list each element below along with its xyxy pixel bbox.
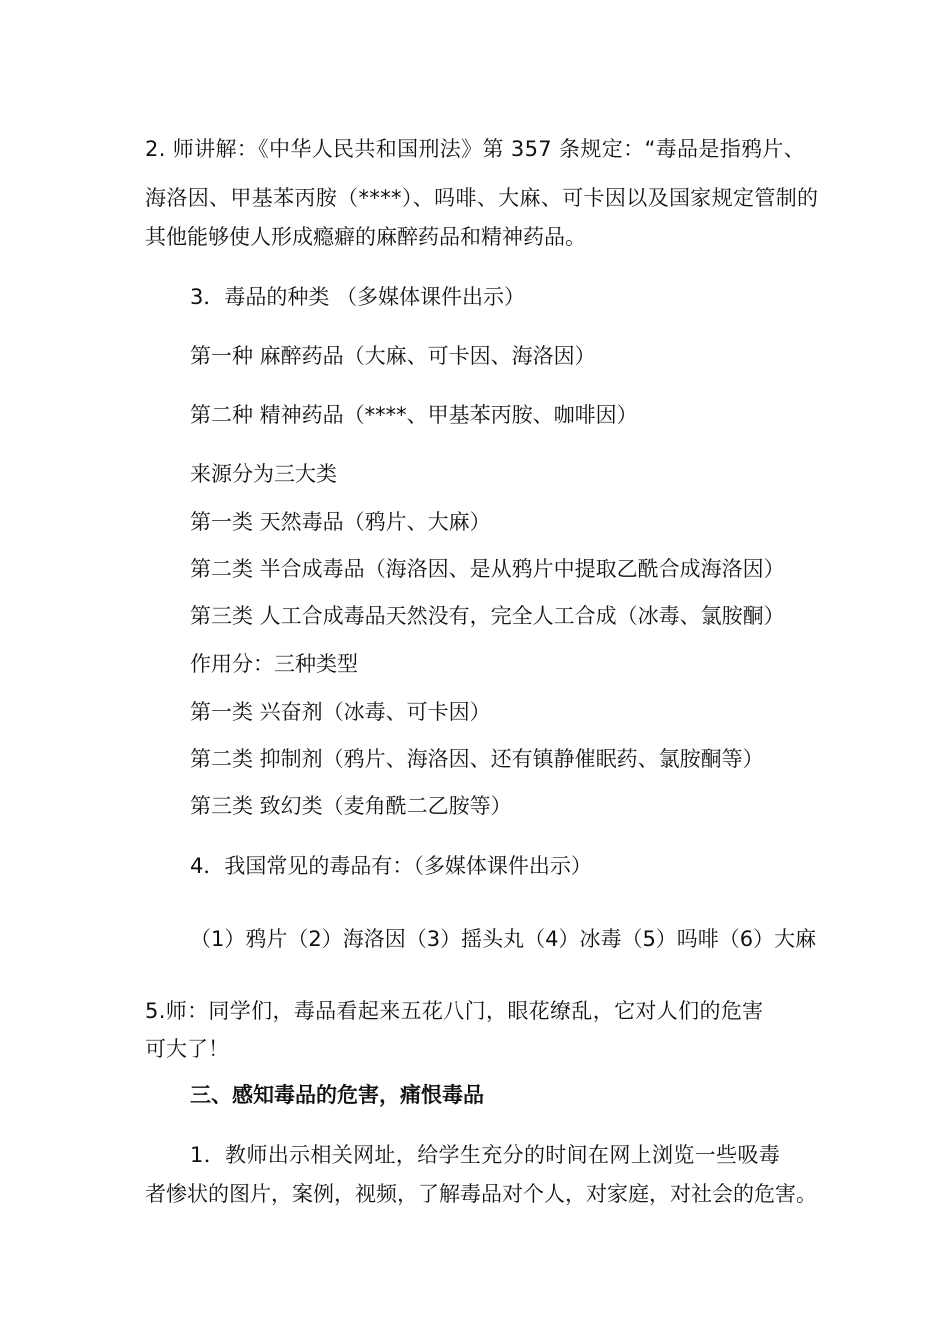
common-drugs-list: （1）鸦片（2）海洛因（3）摇头丸（4）冰毒（5）吗啡（6）大麻 [190,927,817,951]
common-drugs-heading: 4．我国常见的毒品有：（多媒体课件出示） [190,854,592,878]
paragraph-5-line-1: 5.师：同学们，毒品看起来五花八门，眼花缭乱，它对人们的危害 [145,999,764,1023]
source-item-1: 第一类 天然毒品（鸦片、大麻） [190,510,491,534]
drug-types-heading: 3．毒品的种类 （多媒体课件出示） [190,285,526,309]
drug-type-2: 第二种 精神药品（****、甲基苯丙胺、咖啡因） [190,403,638,427]
effect-item-1: 第一类 兴奋剂（冰毒、可卡因） [190,700,491,724]
drug-type-1: 第一种 麻醉药品（大麻、可卡因、海洛因） [190,344,596,368]
effect-heading: 作用分：三种类型 [190,652,358,676]
effect-item-2: 第二类 抑制剂（鸦片、海洛因、还有镇静催眠药、氯胺酮等） [190,747,764,771]
source-item-2: 第二类 半合成毒品（海洛因、是从鸦片中提取乙酰合成海洛因） [190,557,785,581]
source-heading: 来源分为三大类 [190,462,337,486]
paragraph-6-line-1: 1．教师出示相关网址，给学生充分的时间在网上浏览一些吸毒 [190,1143,781,1167]
effect-item-3: 第三类 致幻类（麦角酰二乙胺等） [190,794,512,818]
paragraph-2-line-1: 2. 师讲解：《中华人民共和国刑法》第 357 条规定：“毒品是指鸦片、 [145,137,806,161]
paragraph-5-line-2: 可大了！ [145,1037,229,1061]
paragraph-2-line-2: 海洛因、甲基苯丙胺（****）、吗啡、大麻、可卡因以及国家规定管制的 [145,186,819,210]
source-item-3: 第三类 人工合成毒品天然没有，完全人工合成（冰毒、氯胺酮） [190,604,785,628]
paragraph-2-line-3: 其他能够使人形成瘾癖的麻醉药品和精神药品。 [145,225,586,249]
section-3-title: 三、感知毒品的危害，痛恨毒品 [190,1083,484,1107]
paragraph-6-line-2: 者惨状的图片，案例，视频，了解毒品对个人，对家庭，对社会的危害。 [145,1182,817,1206]
